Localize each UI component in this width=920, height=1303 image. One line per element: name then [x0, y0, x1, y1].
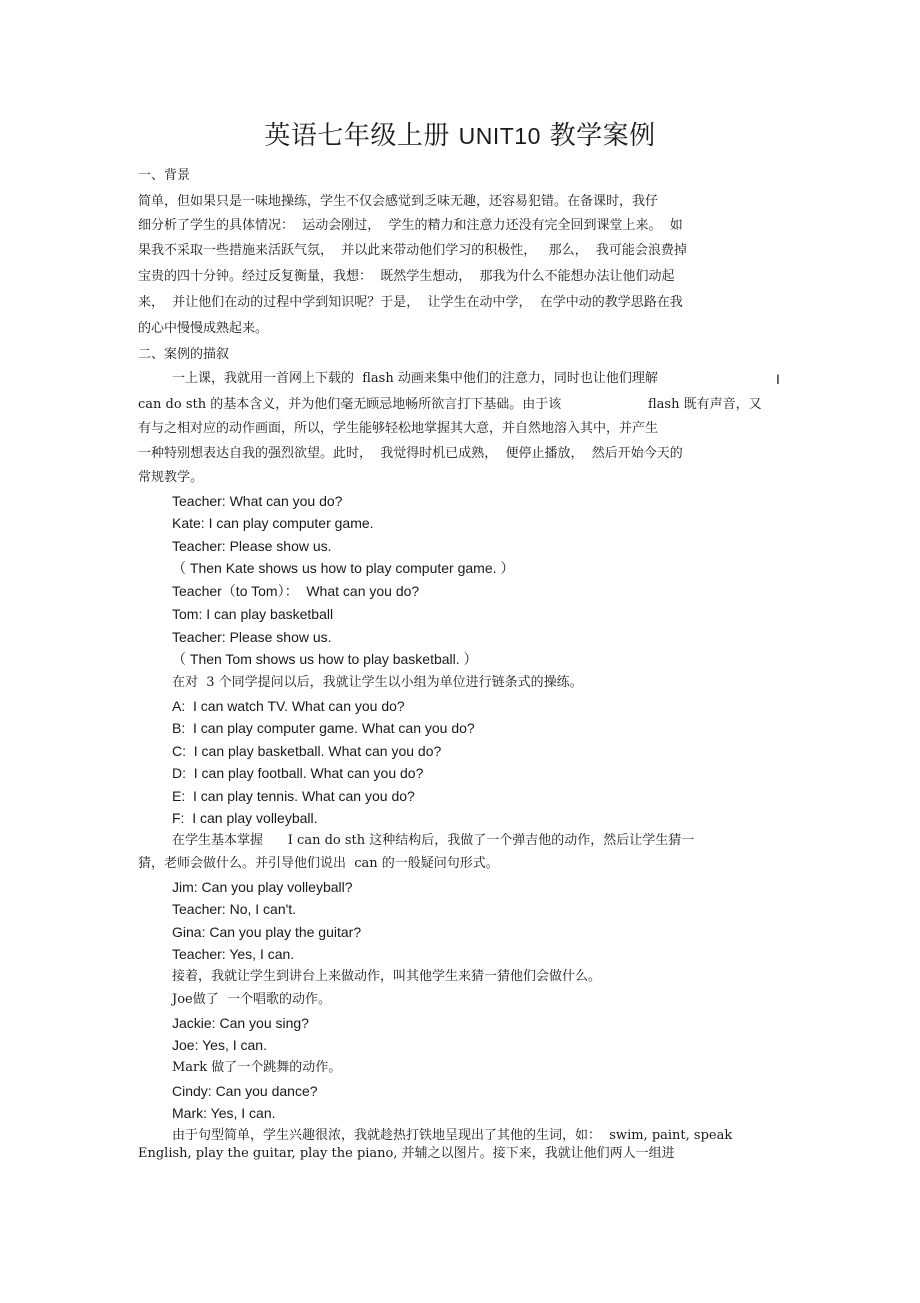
paragraph-fragment-text: flash 既有声音，又 [648, 397, 762, 412]
dialogue-line-text: Kate: I can play computer game. [172, 515, 374, 531]
section-heading-text: 二、案例的描叙 [138, 347, 230, 362]
dialogue-line-text: Mark 做了一个跳舞的动作。 [172, 1060, 342, 1075]
page-title [0, 116, 920, 156]
dialogue-line [172, 991, 331, 1009]
paragraph-line-text: 在对 3 个同学提问以后，我就让学生以小组为单位进行链条式的操练。 [172, 675, 583, 690]
dialogue-line [172, 650, 478, 668]
dialogue-line [172, 764, 423, 782]
paragraph-line [138, 242, 687, 260]
paragraph-line-text: 常规教学。 [138, 470, 204, 485]
paragraph-line [138, 396, 561, 414]
dialogue-line [172, 1082, 318, 1100]
dialogue-line [172, 1104, 276, 1122]
dialogue-line-text: Teacher: Yes, I can. [172, 946, 295, 962]
dialogue-line-text: Jackie: Can you sing? [172, 1015, 309, 1031]
title-text-unit: UNIT10 [458, 123, 541, 149]
dialogue-line-text: Teacher: Please show us. [172, 629, 332, 645]
paragraph-line-text: 来， 并让他们在动的过程中学到知识呢？于是， 让学生在动中学， 在学中动的教学思路在我 [138, 295, 683, 310]
dialogue-line-text: Teacher: Please show us. [172, 538, 332, 554]
paragraph-line-text: 接着，我就让学生到讲台上来做动作，叫其他学生来猜一猜他们会做什么。 [172, 969, 602, 984]
paragraph-line-text: 一种特别想表达自我的强烈欲望。此时， 我觉得时机已成熟， 便停止播放， 然后开始今天的 [138, 446, 683, 461]
dialogue-line [172, 605, 333, 623]
paragraph-line-text: 由于句型简单，学生兴趣很浓，我就趁热打铁地呈现出了其他的生词，如： swim, paint, speak [172, 1128, 733, 1143]
paragraph-line [138, 445, 683, 463]
paragraph-line [138, 268, 675, 286]
dialogue-line-text: Cindy: Can you dance? [172, 1083, 318, 1099]
paragraph-line [172, 674, 583, 692]
dialogue-line [172, 514, 374, 532]
dialogue-line-text: F: I can play volleyball. [172, 810, 318, 826]
dialogue-line [172, 492, 342, 510]
dialogue-line-text: E: I can play tennis. What can you do? [172, 788, 415, 804]
paragraph-line-text: 有与之相对应的动作画面，所以，学生能够轻松地掌握其大意，并自然地溶入其中，并产生 [138, 421, 659, 436]
paragraph-line [172, 832, 694, 850]
paragraph-line [138, 420, 658, 438]
dialogue-line-text: Teacher（to Tom）： What can you do? [172, 583, 420, 599]
dialogue-line [172, 537, 332, 555]
dialogue-line [172, 1036, 267, 1054]
dialogue-line-text: C: I can play basketball. What can you do? [172, 743, 442, 759]
paragraph-line [172, 370, 658, 388]
paragraph-line [138, 855, 499, 873]
dialogue-line-text: Mark: Yes, I can. [172, 1105, 276, 1121]
dialogue-line [172, 719, 475, 737]
section-heading-text: 一、背景 [138, 168, 191, 183]
paragraph-line [138, 469, 203, 487]
paragraph-line-text: 猜，老师会做什么。并引导他们说出 can 的一般疑问句形式。 [138, 856, 499, 871]
dialogue-line [172, 582, 419, 600]
dialogue-line-text: Tom: I can play basketball [172, 606, 334, 622]
paragraph-line-text: can do sth 的基本含义，并为他们毫无顾忌地畅所欲言打下基础。由于该 [138, 397, 562, 412]
paragraph-fragment [776, 370, 780, 388]
paragraph-line-text: 宝贵的四十分钟。经过反复衡量，我想： 既然学生想动， 那我为什么不能想办法让他们动起 [138, 269, 675, 284]
dialogue-line [172, 559, 514, 577]
paragraph-line-text: 细分析了学生的具体情况： 运动会刚过， 学生的精力和注意力还没有完全回到课堂上来。 如 [138, 218, 683, 233]
paragraph-line [138, 193, 658, 211]
dialogue-line-text: A: I can watch TV. What can you do? [172, 698, 405, 714]
paragraph-line [138, 1145, 675, 1163]
dialogue-line-text: Joe: Yes, I can. [172, 1037, 267, 1053]
dialogue-line-text: （ Then Kate shows us how to play computer game. ） [172, 560, 515, 576]
paragraph-line [172, 1127, 732, 1145]
dialogue-line-text: Gina: Can you play the guitar? [172, 924, 362, 940]
dialogue-line [172, 628, 332, 646]
title-text-cn-suffix: 教学案例 [540, 121, 656, 151]
section-heading [138, 346, 229, 364]
dialogue-line [172, 900, 296, 918]
title-text-cn: 英语七年级上册 [264, 121, 459, 151]
paragraph-line-text: 在学生基本掌握 I can do sth 这种结构后，我做了一个弹吉他的动作，然后让学生猜一 [172, 833, 695, 848]
paragraph-line [172, 968, 601, 986]
dialogue-line [172, 923, 361, 941]
dialogue-line-text: Jim: Can you play volleyball? [172, 879, 353, 895]
dialogue-line [172, 878, 353, 896]
dialogue-line-text: Teacher: No, I can't. [172, 901, 297, 917]
dialogue-line [172, 945, 294, 963]
paragraph-line-text: 果我不采取一些措施来活跃气氛， 并以此来带动他们学习的积极性， 那么， 我可能会浪费掉 [138, 243, 687, 258]
dialogue-line [172, 1059, 341, 1077]
paragraph-fragment-text: I [776, 371, 780, 387]
dialogue-line [172, 697, 405, 715]
dialogue-line [172, 787, 415, 805]
paragraph-line-text: 的心中慢慢成熟起来。 [138, 321, 269, 336]
dialogue-line-text: （ Then Tom shows us how to play basketball. ） [172, 651, 478, 667]
section-heading [138, 167, 190, 185]
paragraph-line [138, 217, 683, 235]
paragraph-line-text: English, play the guitar, play the piano, 并辅之以图片。接下来，我就让他们两人一组进 [138, 1146, 675, 1161]
paragraph-line [138, 320, 268, 338]
paragraph-line [138, 294, 683, 312]
paragraph-line-text: 一上课，我就用一首网上下载的 flash 动画来集中他们的注意力，同时也让他们理解 [172, 371, 658, 386]
paragraph-line-text: 简单，但如果只是一味地操练，学生不仅会感觉到乏味无趣，还容易犯错。在备课时，我仔 [138, 194, 659, 209]
dialogue-line-text: D: I can play football. What can you do? [172, 765, 424, 781]
dialogue-line [172, 742, 441, 760]
dialogue-line-text: Joe做了 一个唱歌的动作。 [172, 992, 331, 1007]
dialogue-line [172, 1014, 309, 1032]
dialogue-line-text: B: I can play computer game. What can you do? [172, 720, 475, 736]
dialogue-line [172, 809, 318, 827]
paragraph-fragment [648, 396, 762, 414]
dialogue-line-text: Teacher: What can you do? [172, 493, 343, 509]
